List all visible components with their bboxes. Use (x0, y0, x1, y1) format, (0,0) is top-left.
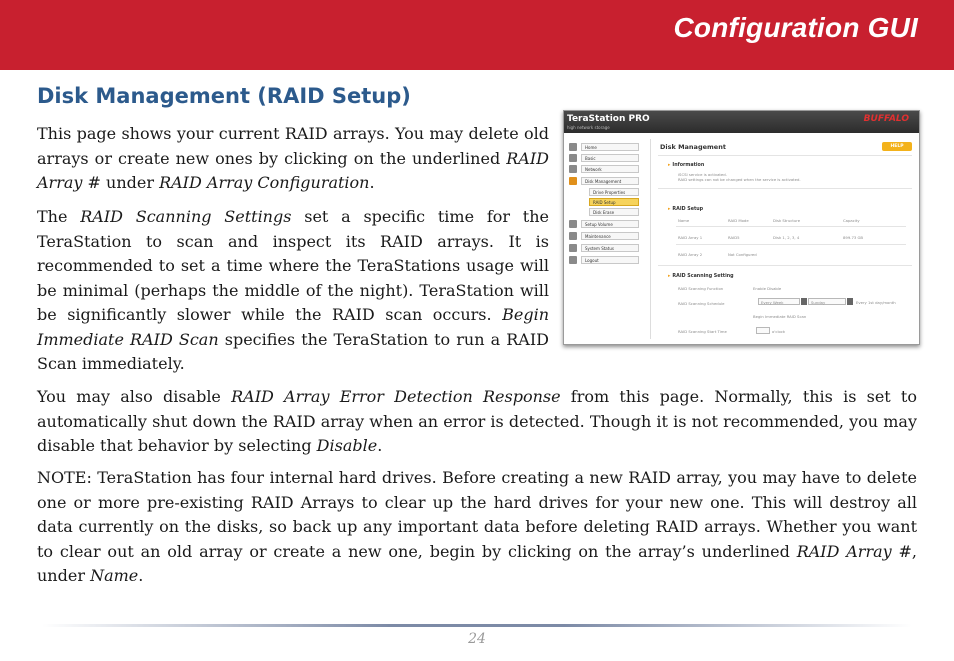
nav-label: RAID Setup (589, 198, 639, 206)
scan-time-unit: o'clock (772, 329, 786, 334)
row1-mode: RAID5 (728, 235, 740, 240)
basic-icon (569, 154, 577, 162)
scan-function-label: RAID Scanning Function (678, 286, 724, 291)
text: under (100, 173, 160, 192)
buffalo-logo: BUFFALO (863, 114, 909, 124)
section-raid-scanning: ▸ RAID Scanning Setting (668, 274, 734, 279)
screenshot-divider (650, 139, 651, 339)
header-bar (0, 0, 954, 70)
nav-label: System Status (581, 244, 639, 252)
text: set a specific time for the TeraStation to scan and inspect its RAID arrays. It is recommended to set a time where the TeraStations usage will be minimal (perhaps the middle of the night). TeraStation will be significantly slower while the RAID scan occurs. (37, 207, 550, 324)
nav-label: Setup Volume (581, 220, 639, 228)
week-select-value: Every Week (761, 300, 784, 305)
section-information: ▸ Information (668, 163, 704, 168)
nav-label: Maintenance (581, 232, 639, 240)
col-mode: RAID Mode (728, 218, 749, 223)
logout-icon (569, 256, 577, 264)
divider (658, 265, 912, 266)
disk-icon (569, 177, 577, 185)
emphasis: Name (90, 566, 139, 585)
scan-time-label: RAID Scanning Start Time (678, 329, 727, 334)
emphasis: RAID Scanning Settings (80, 207, 292, 226)
divider (676, 226, 906, 227)
text: You may also disable (37, 387, 232, 406)
paragraph-note (37, 466, 917, 589)
text: from this page. Normally, this is set to automatically shut down the RAID array when an error is detected. Though it is not recommended, you may disable that behavior by selecting (37, 387, 917, 455)
nav-disk-erase (569, 208, 641, 216)
emphasis: RAID Array # (37, 148, 549, 192)
row2-mode: Not Configured (728, 252, 757, 257)
screenshot-topbar (564, 111, 919, 133)
info-line: iSCSI service is activated. (678, 172, 727, 177)
footer-divider (42, 624, 912, 627)
day-select-value: Sunday (811, 300, 826, 305)
row2-name: RAID Array 2 (678, 252, 703, 257)
paragraph-raid-scanning (37, 205, 549, 377)
nav-maintenance (569, 232, 641, 240)
section-raid-setup: ▸ RAID Setup (668, 207, 703, 212)
col-capacity: Capacity (843, 218, 860, 223)
nav-label: Drive Properties (589, 188, 639, 196)
day-select-button (847, 298, 853, 305)
row1-capacity: 899.73 GB (843, 235, 864, 240)
status-icon (569, 244, 577, 252)
network-icon (569, 165, 577, 173)
nav-basic (569, 154, 641, 162)
nav-label: Disk Management (581, 177, 639, 185)
nav-system-status (569, 244, 641, 252)
screenshot-brand-sub: high network storage (567, 125, 610, 130)
paragraph-raid-arrays (37, 122, 549, 196)
help-button: HELP (882, 142, 912, 151)
info-line: RAID settings can not be changed when the service is activated. (678, 177, 801, 182)
screenshot-nav (569, 141, 641, 331)
nav-label: Basic (581, 154, 639, 162)
divider (658, 155, 912, 156)
nav-label: Logout (581, 256, 639, 264)
emphasis: Begin Immediate RAID Scan (37, 305, 549, 349)
page-number: 24 (468, 631, 486, 647)
text: NOTE: TeraStation has four internal hard drives. Before creating a new RAID array, you may have to delete one or more pre-existing RAID Arrays to clear up the hard drives for your new one. This will destroy all data currently on the disks, so back up any important data before deleting RAID arrays. Whether you want to clear out an old array or create a new one, begin by clicking on the array’s underlined (37, 468, 917, 561)
emphasis: Disable (316, 436, 378, 455)
row1-name: RAID Array 1 (678, 235, 703, 240)
screenshot-main (658, 141, 912, 341)
scan-full-option: Every 1st day/month (856, 300, 896, 305)
nav-logout (569, 256, 641, 264)
nav-home (569, 143, 641, 151)
screenshot-page-title: Disk Management (660, 143, 726, 151)
text: This page shows your current RAID arrays. You may delete old arrays or create new ones by clicking on the underlined (37, 124, 549, 168)
paragraph-error-detection (37, 385, 917, 459)
row1-structure: Disk 1, 2, 3, 4 (773, 235, 800, 240)
col-name: Name (678, 218, 690, 223)
text: . (138, 566, 144, 585)
text: , under (37, 541, 918, 585)
time-select (756, 327, 770, 334)
text: The (37, 207, 81, 226)
emphasis: RAID Array Configuration (159, 173, 370, 192)
scan-function-value: Enable Disable (753, 286, 782, 291)
header-title: Configuration GUI (673, 12, 918, 43)
nav-drive-properties (569, 188, 641, 196)
divider (676, 244, 906, 245)
emphasis: RAID Array Error Detection Response (231, 387, 561, 406)
nav-setup-volume (569, 220, 641, 228)
text: specifies the TeraStation to run a RAID Scan immediately. (37, 329, 550, 373)
divider (658, 188, 912, 189)
scan-schedule-label: RAID Scanning Schedule (678, 301, 725, 306)
terastation-screenshot (563, 110, 920, 345)
nav-label: Home (581, 143, 639, 151)
nav-disk-management (569, 177, 641, 185)
text: . (377, 436, 383, 455)
volume-icon (569, 220, 577, 228)
nav-raid-setup (569, 198, 641, 206)
screenshot-brand: TeraStation PRO (567, 114, 650, 124)
nav-network (569, 165, 641, 173)
text: . (369, 173, 375, 192)
nav-label: Disk Erase (589, 208, 639, 216)
emphasis: RAID Array # (796, 541, 912, 561)
scan-begin-option: Begin Immediate RAID Scan (753, 314, 807, 319)
nav-label: Network (581, 165, 639, 173)
col-structure: Disk Structure (773, 218, 801, 223)
section-title: Disk Management (RAID Setup) (37, 84, 411, 108)
home-icon (569, 143, 577, 151)
maintenance-icon (569, 232, 577, 240)
week-select-button (801, 298, 807, 305)
